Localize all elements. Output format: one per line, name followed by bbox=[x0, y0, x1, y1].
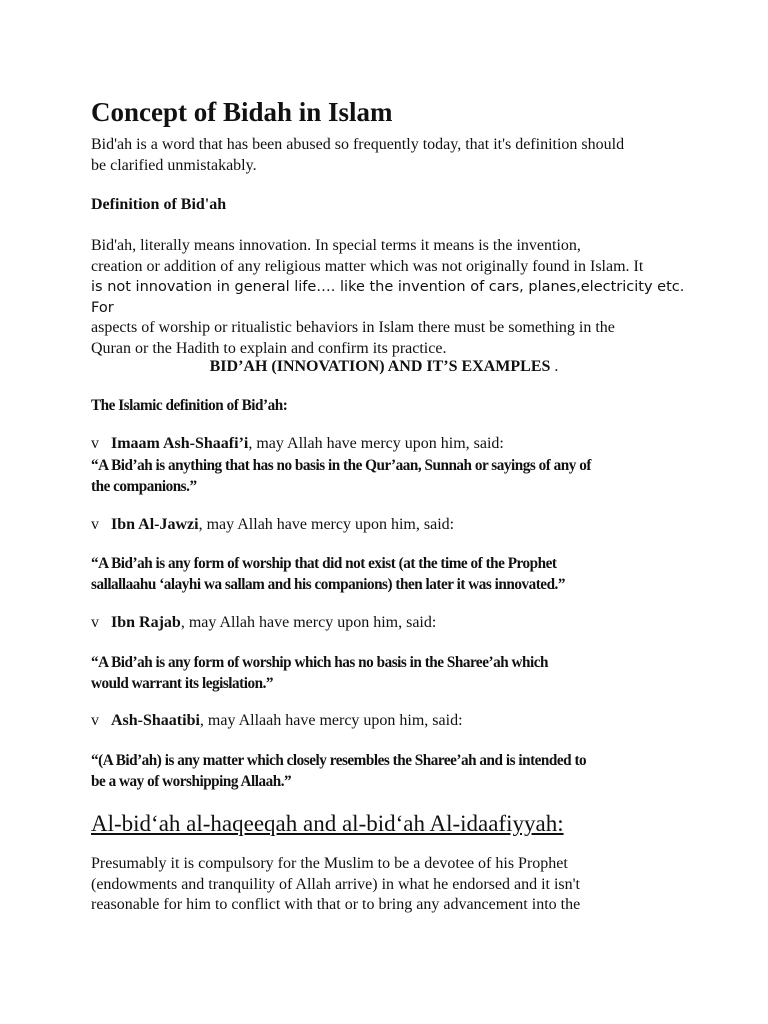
attribution-text: , may Allah have mercy upon him, said: bbox=[198, 516, 455, 533]
bullet-icon: v bbox=[91, 435, 99, 452]
scholar-name: Ibn Al-Jawzi bbox=[111, 516, 199, 533]
definition-line: creation or addition of any religious matter which was not originally found in Islam. It bbox=[91, 257, 644, 275]
quote-line: “A Bid’ah is any form of worship that did not exist (at the time of the Prophet bbox=[91, 555, 557, 572]
islamic-definition-label: The Islamic definition of Bid’ah: bbox=[91, 397, 288, 414]
quote-attribution bbox=[91, 613, 688, 634]
quote-text bbox=[91, 553, 677, 595]
attribution-text: , may Allaah have mercy upon him, said: bbox=[199, 712, 463, 729]
definition-paragraph bbox=[91, 236, 688, 359]
page-title: Concept of Bidah in Islam bbox=[91, 97, 393, 127]
section-line: (endowments and tranquility of Allah arrive) in what he endorsed and it isn't bbox=[91, 875, 580, 893]
definition-line: is not innovation in general life…. like the invention of cars, planes,electricity etc. For bbox=[91, 279, 685, 316]
quote-line: sallallaahu ‘alayhi wa sallam and his companions) then later it was innovated.” bbox=[91, 576, 566, 593]
scholar-name: Ash-Shaatibi bbox=[111, 712, 200, 729]
examples-heading: BID’AH (INNOVATION) AND IT’S EXAMPLES bbox=[209, 358, 551, 375]
section-line: reasonable for him to conflict with that or to bring any advancement into the bbox=[91, 896, 581, 913]
intro-line: be clarified unmistakably. bbox=[91, 156, 257, 174]
quote-line: “A Bid’ah is any form of worship which has no basis in the Sharee’ah which bbox=[91, 654, 548, 671]
quote-line: “A Bid’ah is anything that has no basis in the Qur’aan, Sunnah or sayings of any of bbox=[91, 457, 591, 474]
examples-heading-suffix: . bbox=[550, 358, 559, 375]
definition-line: aspects of worship or ritualistic behaviors in Islam there must be something in the bbox=[91, 319, 615, 336]
scholar-name: Ibn Rajab bbox=[111, 614, 181, 631]
quote-attribution bbox=[91, 515, 688, 536]
intro-line: Bid'ah is a word that has been abused so frequently today, that it's definition should bbox=[91, 136, 625, 153]
attribution-text: , may Allah have mercy upon him, said: bbox=[248, 435, 504, 452]
quote-text bbox=[91, 652, 677, 694]
intro-paragraph bbox=[91, 135, 688, 176]
examples-heading-line bbox=[0, 357, 768, 378]
bullet-icon: v bbox=[91, 712, 99, 729]
scholar-name: Imaam Ash-Shaafi’i bbox=[111, 435, 249, 452]
quote-line: would warrant its legislation.” bbox=[91, 675, 274, 692]
quote-text bbox=[91, 455, 677, 497]
quote-attribution bbox=[91, 434, 688, 455]
section-line: Presumably it is compulsory for the Muslim to be a devotee of his Prophet bbox=[91, 855, 568, 872]
definition-heading: Definition of Bid'ah bbox=[91, 196, 227, 213]
definition-line: Quran or the Hadith to explain and confirm its practice. bbox=[91, 339, 447, 357]
quote-line: be a way of worshipping Allaah.” bbox=[91, 773, 292, 790]
quote-line: “(A Bid’ah) is any matter which closely resembles the Sharee’ah and is intended to bbox=[91, 752, 587, 769]
bullet-icon: v bbox=[91, 516, 99, 533]
definition-line: Bid'ah, literally means innovation. In special terms it means is the invention, bbox=[91, 237, 581, 254]
bullet-icon: v bbox=[91, 614, 99, 631]
quote-attribution bbox=[91, 711, 688, 732]
attribution-text: , may Allah have mercy upon him, said: bbox=[180, 614, 437, 631]
quote-text bbox=[91, 750, 677, 792]
section-paragraph bbox=[91, 854, 688, 916]
section-heading: Al-bid‘ah al-haqeeqah and al-bid‘ah Al-idaafiyyah: bbox=[91, 811, 564, 836]
quote-line: the companions.” bbox=[91, 478, 197, 495]
